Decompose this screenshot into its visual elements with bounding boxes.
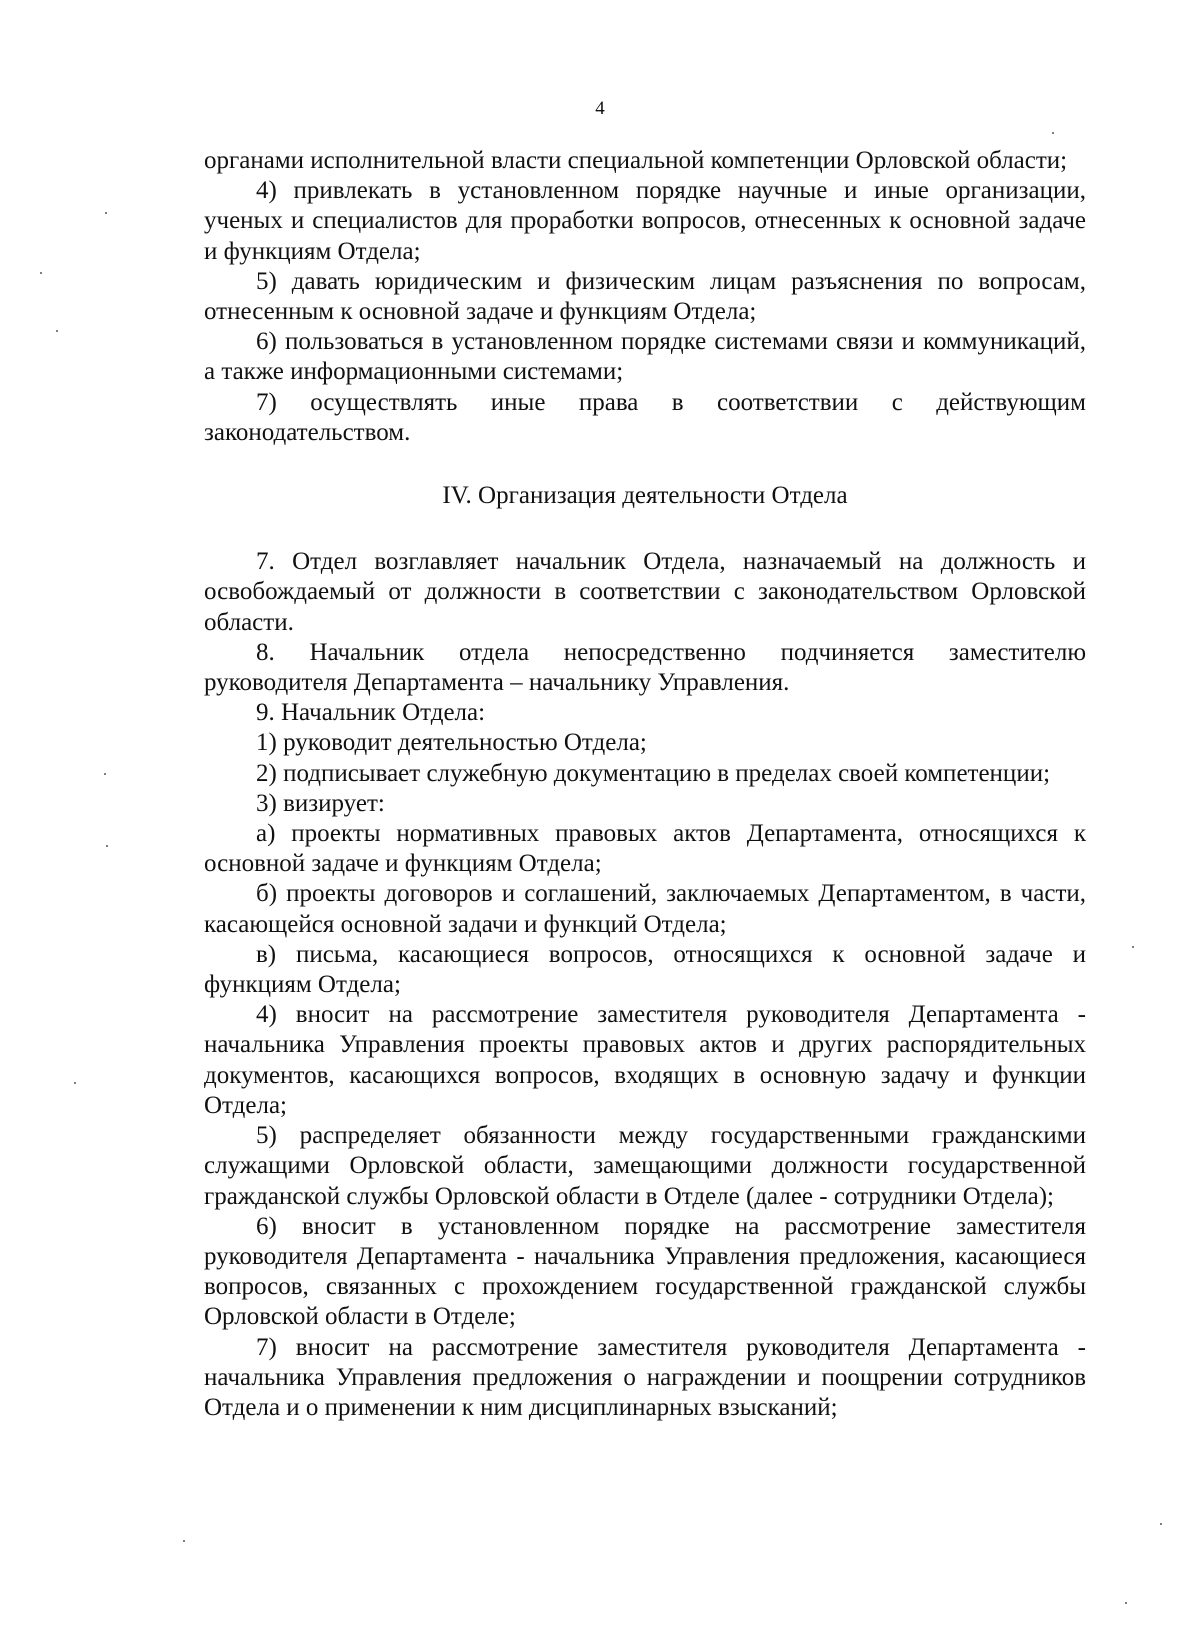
paragraph: в) письма, касающиеся вопросов, относящихся к основной задаче и функциям Отдела;	[204, 940, 1086, 999]
scan-speck	[56, 330, 58, 332]
scan-speck	[1132, 946, 1134, 948]
scan-speck	[104, 773, 106, 775]
scan-speck	[105, 212, 107, 214]
paragraph: 5) распределяет обязанности между государственными гражданскими служащими Орловской области, замещающими должности государственной гражданской службы Орловской области в Отделе (далее - сотрудники Отдела);	[204, 1122, 1086, 1210]
paragraph: 2) подписывает служебную документацию в пределах своей компетенции;	[256, 759, 1051, 787]
scan-speck	[74, 1082, 76, 1084]
paragraph: 8. Начальник отдела непосредственно подчиняется заместителю руководителя Департамента – начальнику Управления.	[204, 638, 1086, 697]
scan-speck	[183, 1540, 185, 1542]
paragraph: 7) вносит на рассмотрение заместителя руководителя Департамента - начальника Управления предложения о награждении и поощрении сотрудников Отдела и о применении к ним дисциплинарных взысканий;	[204, 1333, 1086, 1421]
paragraph: 5) давать юридическим и физическим лицам разъяснения по вопросам, отнесенным к основной задаче и функциям Отдела;	[204, 267, 1086, 326]
paragraph: 1) руководит деятельностью Отдела;	[256, 729, 647, 757]
scan-speck	[40, 272, 42, 274]
paragraph: 7. Отдел возглавляет начальник Отдела, назначаемый на должность и освобождаемый от должности в соответствии с законодательством Орловской области.	[204, 548, 1086, 636]
page-number: 4	[595, 98, 605, 119]
paragraph: б) проекты договоров и соглашений, заключаемых Департаментом, в части, касающейся основной задачи и функций Отдела;	[204, 880, 1086, 938]
paragraph: органами исполнительной власти специальной компетенции Орловской области;	[204, 147, 1068, 174]
scan-speck	[106, 845, 108, 847]
section-heading: IV. Организация деятельности Отдела	[442, 482, 848, 510]
paragraph: 3) визирует:	[256, 789, 385, 817]
paragraph: 6) вносит в установленном порядке на рассмотрение заместителя руководителя Департамента - начальника Управления предложения, касающиеся вопросов, связанных с прохождением государственной гражданской службы Орловской области в Отделе;	[204, 1212, 1086, 1331]
scan-speck	[1160, 1523, 1162, 1525]
paragraph: 9. Начальник Отдела:	[256, 699, 486, 727]
document-body	[204, 146, 1086, 1423]
paragraph: 4) привлекать в установленном порядке научные и иные организации, ученых и специалистов для проработки вопросов, отнесенных к основной задаче и функциям Отдела;	[204, 177, 1086, 265]
paragraph: 6) пользоваться в установленном порядке системами связи и коммуникаций, а также информационными системами;	[204, 328, 1086, 386]
scan-speck	[1052, 132, 1054, 134]
paragraph: 4) вносит на рассмотрение заместителя руководителя Департамента - начальника Управления проекты правовых актов и других распорядительных документов, касающихся вопросов, входящих в основную задачу и функции Отдела;	[204, 1001, 1086, 1119]
scan-speck	[1125, 1602, 1127, 1604]
paragraph: 7) осуществлять иные права в соответствии с действующим законодательством.	[204, 388, 1086, 446]
paragraph: а) проекты нормативных правовых актов Департамента, относящихся к основной задаче и функциям Отдела;	[204, 820, 1086, 878]
